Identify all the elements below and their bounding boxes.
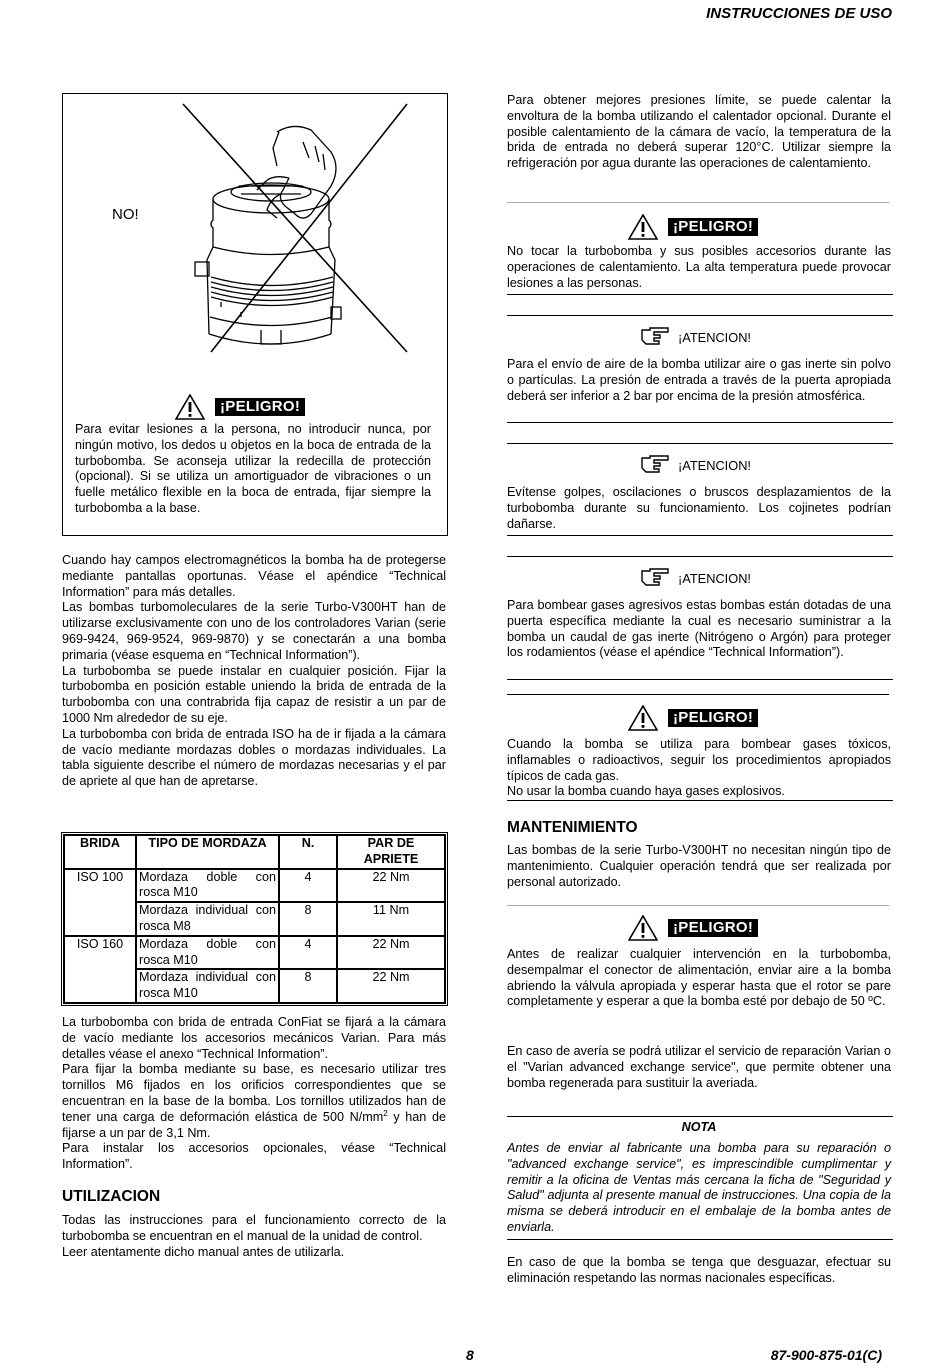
table-cell: ISO 100 [64,869,136,936]
danger-badge: ¡PELIGRO! [668,709,758,727]
table-cell: Mordaza individual con rosca M10 [136,969,279,1003]
table-cell: 4 [279,936,337,970]
table-cell: 8 [279,902,337,936]
pointing-hand-icon [640,326,670,346]
left-body-text [62,553,446,790]
after-table-text [62,1015,446,1173]
pointing-hand-icon [640,567,670,587]
text-span: y han de fijarse a un par de 3,1 Nm. [62,1109,446,1140]
danger-badge: ¡PELIGRO! [668,919,758,937]
col-header: BRIDA [64,835,136,869]
divider [507,679,893,680]
warning-triangle-icon [628,214,658,240]
warning-triangle-icon [628,705,658,731]
attention-label: ¡ATENCION! [678,458,751,474]
attention-label: ¡ATENCION! [678,571,751,587]
divider [507,556,893,557]
paragraph: Todas las instrucciones para el funcionamiento correcto de la turbobomba se encuentran en el manual de la unidad de control. [62,1213,446,1243]
page-number: 8 [466,1347,474,1364]
paragraph: Cuando hay campos electromagnéticos la bomba ha de protegerse mediante pantallas oportunas. Véase el apéndice “Technical Information” para más detalles. [62,553,446,599]
table-cell: Mordaza doble con rosca M10 [136,869,279,903]
divider [507,800,893,801]
table-cell: 22 Nm [337,936,445,970]
divider [507,694,889,695]
divider [507,1239,893,1240]
danger-badge: ¡PELIGRO! [668,218,758,236]
danger3-text: Antes de realizar cualquier intervención en la turbobomba, desempalmar el conector de alimentación, enviar aire a la bomba abriendo la válvula apropiada y esperar hasta que el rotor se pare completamente y esperar a que la bomba esté por debajo de 50 ºC. [507,947,891,1009]
danger-heading-3 [628,915,758,941]
danger-badge: ¡PELIGRO! [215,398,305,416]
nota-title: NOTA [681,1120,717,1134]
att1-text: Para el envío de aire de la bomba utilizar aire o gas inerte sin polvo o partículas. La presión de entrada a través de la puerta apropiada deberá ser inferior a 2 bar por encima de la presión atmosférica. [507,357,891,403]
table-header-row [64,835,445,869]
att2-text: Evítense golpes, oscilaciones o bruscos desplazamientos de la turbobomba durante su funcionamiento. Los cojinetes podrían dañarse. [507,485,891,531]
superscript: 2 [383,1108,388,1118]
utilizacion-text [62,1213,446,1260]
table-cell: Mordaza individual con rosca M8 [136,902,279,936]
table-cell: 22 Nm [337,969,445,1003]
paragraph: No usar la bomba cuando haya gases explosivos. [507,784,785,799]
page-header-title: INSTRUCCIONES DE USO [706,5,892,22]
paragraph: La turbobomba se puede instalar en cualquier posición. Fijar la turbobomba en posición estable uniendo la brida de entrada de la turbobomba con una contrabrida fija capaz de resistir a un par de 1000 Nm alrededor de su eje. [62,663,446,725]
turbopump-illustration [181,102,411,360]
table-row [64,869,445,903]
att3-text: Para bombear gases agresivos estas bombas están dotadas de una puerta específica mediante la cual es necesario suministrar a la bomba un caudal de gas inerte (Nitrógeno o Argón) para proteger los rodamientos (véase el apéndice “Technical Information”). [507,598,891,660]
paragraph: Cuando la bomba se utiliza para bombear gases tóxicos, inflamables o radioactivos, seguir los procedimientos apropiados típicos de cada gas. [507,737,891,783]
paragraph: Leer atentamente dicho manual antes de utilizarla. [62,1244,345,1259]
danger-heading-box [175,394,305,420]
col-header: TIPO DE MORDAZA [136,835,279,869]
col-header: PAR DE APRIETE [337,835,445,869]
box-warning-text: Para evitar lesiones a la persona, no introducir nunca, por ningún motivo, los dedos u objetos en la boca de entrada de la turbobomba. Se aconseja utilizar la redecilla de protección (opcional). Si se utiliza un amortiguador de vibraciones o un fuelle metálico flexible en la boca de entrada, fijar siempre la turbobomba a la base. [75,422,431,515]
divider [507,422,893,423]
table-cell: ISO 160 [64,936,136,1003]
danger-heading-2 [628,705,758,731]
intro-text: Para obtener mejores presiones límite, se puede calentar la envoltura de la bomba utilizando el calentador opcional. Durante el posible calentamiento de la cámara de vacío, la temperatura de la brida de entrada no deberá superar 120°C. Utilizar siempre la refrigeración por agua durante las operaciones de calentamiento. [507,93,891,171]
table-cell: 11 Nm [337,902,445,936]
table-cell: Mordaza doble con rosca M10 [136,936,279,970]
attention-heading-1 [640,326,751,346]
warning-box [62,93,448,536]
section-title-mantenimiento: MANTENIMIENTO [507,819,638,836]
section-title-utilizacion: UTILIZACION [62,1188,161,1205]
table-row [64,936,445,970]
disposal-text: En caso de que la bomba se tenga que desguazar, efectuar su eliminación respetando las normas nacionales específicas. [507,1255,891,1285]
paragraph: Las bombas turbomoleculares de la serie Turbo-V300HT han de utilizarse exclusivamente con uno de los controladores Varian (serie 969-9424, 969-9524, 969-9870) y se conectarán a una bomba primaria (véase esquema en “Technical Information”). [62,600,446,662]
text-span: Para fijar la bomba mediante su base, es necesario utilizar tres tornillos M6 fijados en los orificios correspondientes que se encuentran en la base de la bomba. Los tornillos utilizados han de tener una carga de deformación elástica de 500 N/mm [62,1062,446,1124]
warning-triangle-icon [175,394,205,420]
divider [507,315,893,316]
danger1-text: No tocar la turbobomba y sus posibles accesorios durante las operaciones de calentamiento. La alta temperatura puede provocar lesiones a las personas. [507,244,891,290]
repair-text: En caso de avería se podrá utilizar el servicio de reparación Varian o el "Varian advanced exchange service", que permite obtener una bomba regenerada para sustituir la averiada. [507,1044,891,1090]
attention-label: ¡ATENCION! [678,330,751,346]
table-cell: 22 Nm [337,869,445,903]
paragraph: Para instalar los accesorios opcionales, véase “Technical Information”. [62,1141,446,1172]
divider [507,202,889,203]
danger2-text [507,737,891,800]
clamp-table [61,832,448,1006]
paragraph: La turbobomba con brida de entrada ConFiat se fijará a la cámara de vacío mediante los accesorios mecánicos Varian. Para más detalles véase el anexo “Technical Information”. [62,1015,446,1061]
document-code: 87-900-875-01(C) [770,1347,882,1364]
pointing-hand-icon [640,454,670,474]
divider [507,294,893,295]
attention-heading-2 [640,454,751,474]
attention-heading-3 [640,567,751,587]
danger-heading-1 [628,214,758,240]
divider [507,905,889,906]
table-cell: 8 [279,969,337,1003]
nota-text: Antes de enviar al fabricante una bomba para su reparación o "advanced exchange service", es imprescindible cumplimentar y remitir a la oficina de Ventas más cercana la ficha de "Seguridad y Salud" adjunta al presente manual de instrucciones. Una copia de la misma se deberá introducir en el embalaje de la bomba antes de enviarla. [507,1141,891,1234]
table-cell: 4 [279,869,337,903]
paragraph: La turbobomba con brida de entrada ISO ha de ir fijada a la cámara de vacío mediante mordazas dobles o mordazas individuales. La tabla siguiente describe el número de mordazas necesarias y el par de apriete al que han de apretarse. [62,726,446,789]
figure-no-label: NO! [112,206,139,223]
paragraph [62,1062,446,1141]
mantenimiento-text: Las bombas de la serie Turbo-V300HT no necesitan ningún tipo de mantenimiento. Cualquier operación tendrá que ser realizada por personal autorizado. [507,843,891,889]
divider [507,1116,893,1117]
col-header: N. [279,835,337,869]
warning-triangle-icon [628,915,658,941]
divider [507,443,893,444]
divider [507,535,893,536]
